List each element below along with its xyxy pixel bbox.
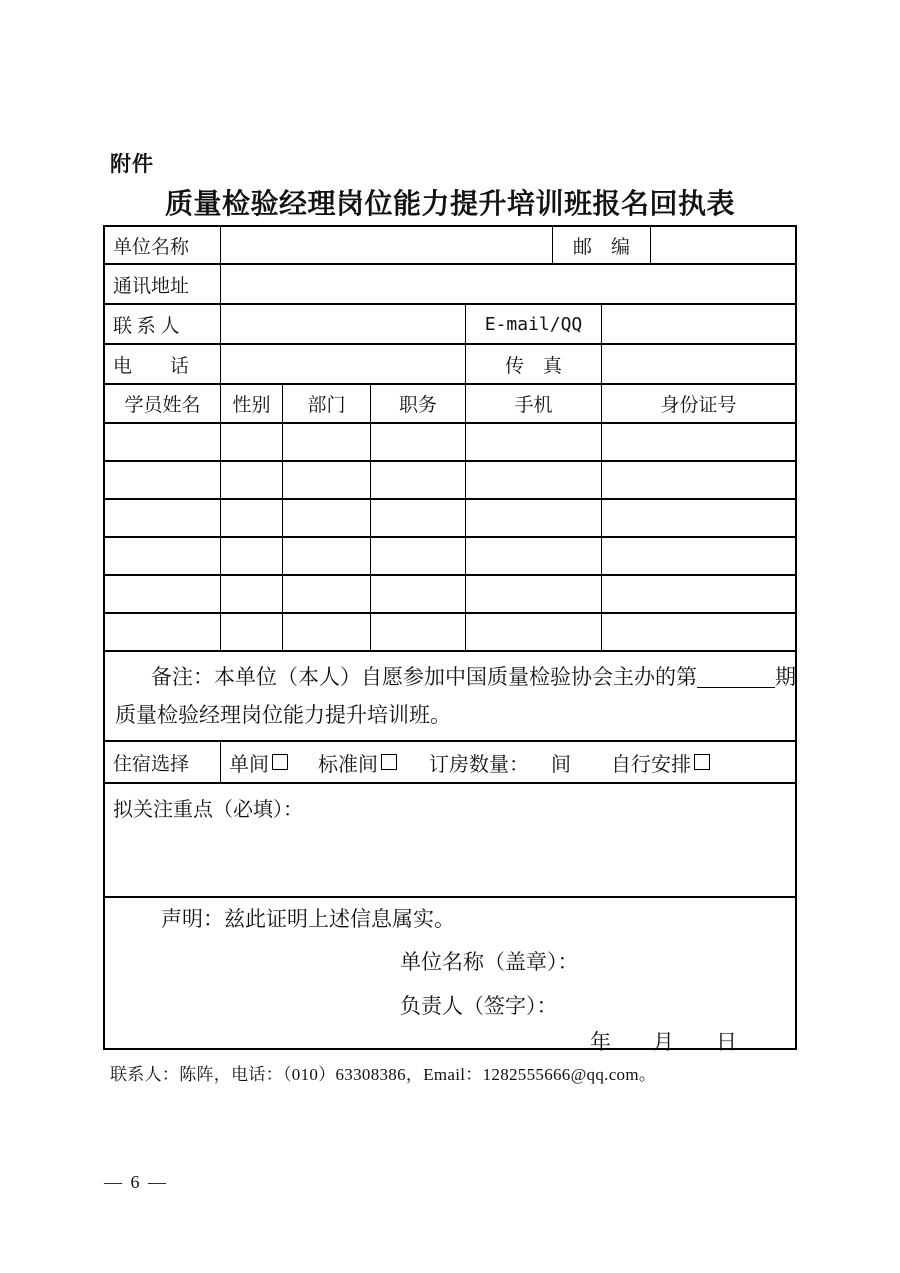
phone-field: [220, 345, 465, 383]
signature-line: 负责人（签字）：: [400, 994, 558, 1018]
table-cell: [220, 500, 282, 536]
single-room-label: 单间: [229, 753, 269, 776]
postal-code-field: [650, 227, 795, 263]
position-header: 职务: [370, 385, 465, 422]
table-cell: [465, 576, 601, 612]
table-cell: [601, 424, 795, 460]
statement-cell: [105, 898, 795, 1054]
attachment-label: 附件: [110, 153, 154, 176]
student-row: [105, 422, 795, 460]
address-field: [220, 265, 795, 303]
table-cell: [282, 500, 370, 536]
table-cell: [282, 462, 370, 498]
table-cell: [465, 538, 601, 574]
remark-line2: 质量检验经理岗位能力提升培训班。: [115, 703, 451, 727]
table-cell: [220, 424, 282, 460]
session-number-blank: [697, 667, 775, 688]
row-address: [105, 263, 795, 303]
student-row: [105, 574, 795, 612]
lodging-row: [105, 740, 795, 782]
table-cell: [282, 576, 370, 612]
address-label: 通讯地址: [113, 275, 190, 297]
focus-field: [105, 784, 795, 896]
lodging-label: 住宿选择: [113, 753, 190, 775]
table-cell: [370, 538, 465, 574]
form-title: 质量检验经理岗位能力提升培训班报名回执表: [164, 188, 735, 219]
self-arrange-checkbox: [694, 754, 710, 770]
unit-name-field: [220, 227, 552, 263]
table-cell: [601, 538, 795, 574]
unit-name-label: 单位名称: [113, 236, 190, 258]
statement-line: 声明：兹此证明上述信息属实。: [161, 907, 455, 931]
email-qq-field: [601, 305, 795, 343]
room-unit-label: 间: [551, 753, 571, 776]
table-cell: [220, 462, 282, 498]
student-row: [105, 612, 795, 650]
gender-header: 性别: [220, 385, 282, 422]
table-cell: [105, 614, 220, 650]
table-cell: [105, 424, 220, 460]
table-cell: [465, 614, 601, 650]
table-cell: [282, 424, 370, 460]
student-row: [105, 498, 795, 536]
unit-seal-line: 单位名称（盖章）：: [400, 950, 579, 974]
contact-person-label: 联 系 人: [113, 315, 180, 337]
row-phone: [105, 343, 795, 383]
table-cell: [601, 576, 795, 612]
phone-label: 电 话: [113, 355, 190, 377]
table-cell: [105, 462, 220, 498]
booking-qty-label: 订房数量：: [429, 753, 529, 776]
student-row: [105, 460, 795, 498]
postal-code-label: 邮 编: [552, 227, 650, 263]
table-cell: [601, 614, 795, 650]
focus-label: 拟关注重点（必填）：: [113, 799, 303, 821]
student-row: [105, 536, 795, 574]
table-cell: [370, 462, 465, 498]
date-line: 年 月 日: [590, 1030, 737, 1054]
id-number-header: 身份证号: [601, 385, 795, 422]
table-cell: [370, 614, 465, 650]
lodging-options: [220, 742, 795, 782]
department-header: 部门: [282, 385, 370, 422]
table-cell: [601, 462, 795, 498]
students-header-row: [105, 383, 795, 422]
row-contact-person: [105, 303, 795, 343]
table-cell: [220, 614, 282, 650]
focus-row: [105, 782, 795, 896]
row-unit-name: [105, 227, 795, 263]
mobile-header: 手机: [465, 385, 601, 422]
page-number: — 6 —: [104, 1172, 168, 1192]
standard-room-checkbox: [381, 754, 397, 770]
table-cell: [465, 462, 601, 498]
single-room-checkbox: [272, 754, 288, 770]
fax-field: [601, 345, 795, 383]
table-cell: [105, 500, 220, 536]
remark-cell: [105, 652, 795, 740]
table-cell: [220, 576, 282, 612]
fax-label: 传 真: [465, 345, 601, 383]
statement-row: [105, 896, 795, 1054]
table-cell: [370, 424, 465, 460]
table-cell: [282, 614, 370, 650]
standard-room-label: 标准间: [318, 753, 378, 776]
student-name-header: 学员姓名: [124, 395, 201, 416]
remark-line1: 备注：本单位（本人）自愿参加中国质量检验协会主办的第 期: [151, 665, 796, 689]
self-arrange-label: 自行安排: [611, 753, 691, 776]
table-cell: [105, 538, 220, 574]
registration-form-table: [103, 225, 797, 1054]
table-cell: [370, 500, 465, 536]
table-cell: [220, 538, 282, 574]
table-cell: [465, 500, 601, 536]
email-qq-label: E-mail/QQ: [465, 305, 601, 343]
table-cell: [105, 576, 220, 612]
table-cell: [465, 424, 601, 460]
contact-info-line: 联系人：陈阵，电话：（010）63308386，Email：1282555666@qq.com。: [110, 1065, 657, 1084]
remark-row: [105, 650, 795, 740]
contact-person-field: [220, 305, 465, 343]
table-cell: [370, 576, 465, 612]
table-cell: [601, 500, 795, 536]
table-cell: [282, 538, 370, 574]
